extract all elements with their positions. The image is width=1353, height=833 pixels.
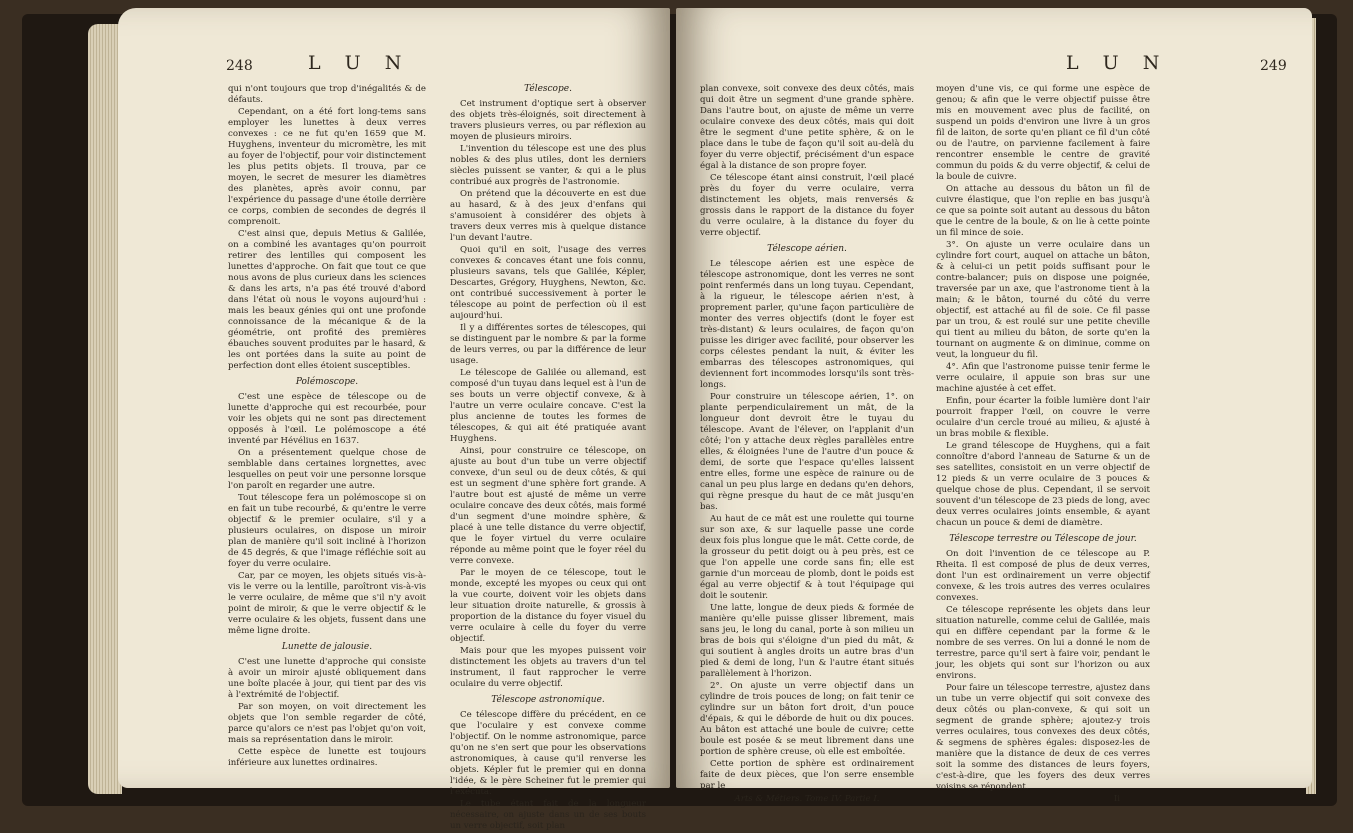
- paragraph: Une latte, longue de deux pieds & formée de manière qu'elle puisse glisser librement, mais sans jeu, le long du canal, porte à son milieu un bras de bois qui s'éloigne d'un pied du mât, & qui soutient à angles droits un autre bras d'un pied & demi de long, l'un & l'autre étant situés parallèlement à l'horizon.: [700, 603, 914, 679]
- paragraph: Le télescope de Galilée ou allemand, est composé d'un tuyau dans lequel est à l'un de ses bouts un verre objectif convexe, & à l'autre un verre oculaire concave. C'est la plus ancienne de toutes les formes de télescopes, & qui ait été pratiquée avant Huyghens.: [450, 368, 646, 444]
- paragraph: Tout télescope fera un polémoscope si on en fait un tube recourbé, & qu'entre le verre objectif & le premier oculaire, s'il y a plusieurs oculaires, on dispose un miroir plan de manière qu'il soit incliné à l'horizon de 45 degrés, & que l'image réfléchie soit au foyer du verre oculaire.: [228, 493, 426, 569]
- paragraph: Enfin, pour écarter la foible lumière dont l'air pourroit frapper l'œil, on couvre le verre oculaire d'un cercle troué au milieu, & ajusté à un bras mobile & flexible.: [936, 396, 1150, 439]
- paragraph: Cependant, on a été fort long-tems sans employer les lunettes à deux verres convexes : ce ne fut qu'en 1659 que M. Huyghens, inventeur du micromètre, les mit au foyer de l'objectif, pour voir distinctement les plus petits objets. Il trouva, par ce moyen, le secret de mesurer les diamètres des planètes, après avoir connu, par l'expérience du passage d'une étoile derrière ce corps, combien de secondes de degrés il comprenoit.: [228, 107, 426, 227]
- section-heading: Lunette de jalousie.: [281, 642, 373, 652]
- page-edges-left: [88, 24, 122, 794]
- paragraph: Le grand télescope de Huyghens, qui a fait connoître d'abord l'anneau de Saturne & un de ses satellites, consistoit en un verre objectif de 12 pieds & un verre oculaire de 3 pouces & quelque chose de plus. Cependant, il se servoit souvent d'un télescope de 23 pieds de long, avec deux verres oculaires joints ensemble, & ayant chacun un pouce & demi de diamètre.: [936, 441, 1150, 528]
- paragraph: Au haut de ce mât est une roulette qui tourne sur son axe, & sur laquelle passe une corde deux fois plus longue que le mât. Cette corde, de la grosseur du petit doigt ou à peu près, est ce que l'on appelle une corde sans fin; elle est garnie d'un morceau de plomb, dont le poids est égal au verre objectif & à tout l'équipage qui doit le soutenir.: [700, 514, 914, 601]
- paragraph: Quoi qu'il en soit, l'usage des verres convexes & concaves étant une fois connu, plusieurs savans, tels que Galilée, Képler, Descartes, Grégory, Huyghens, Newton, &c. ont contribué successivement à porter le télescope au point de perfection où il est aujourd'hui.: [450, 245, 646, 321]
- paragraph: Le tube étant fait de la longueur nécessaire, on ajuste dans un de ses bouts un verre objectif, soit plan: [450, 799, 646, 831]
- paragraph: 4°. Afin que l'astronome puisse tenir ferme le verre oculaire, il appuie son bras sur une machine ajustée à cet effet.: [936, 362, 1150, 394]
- paragraph: moyen d'une vis, ce qui forme une espèce de genou; & afin que le verre objectif puisse être mis en mouvement avec plus de facilité, on suspend un poids d'environ une livre à un gros fil de laiton, de sorte qu'en pliant ce fil d'un côté ou de l'autre, on parvienne facilement à faire rencontrer ensemble le centre de gravité commun du poids & du verre objectif, & celui de la boule de cuivre.: [936, 84, 1150, 182]
- left-page: [118, 8, 670, 831]
- paragraph: 2°. On ajuste un verre objectif dans un cylindre de trois pouces de long; on fait tenir ce cylindre sur un bâton fort droit, d'un pouce d'épais, & qui le déborde de huit ou dix pouces. Au bâton est attaché une boule de cuivre; cette boule est posée & se meut librement dans une portion de sphère creuse, où elle est emboîtée.: [700, 681, 914, 757]
- left-column-1: [228, 84, 426, 770]
- right-page-number: 249: [1260, 58, 1287, 74]
- paragraph: Pour faire un télescope terrestre, ajustez dans un tube un verre objectif qui soit convexe des deux côtés ou plan-convexe, & qui soit un segment de grande sphère; ajoutez-y trois verres oculaires, tous convexes des deux côtés, & segmens de sphères égales: disposez-les de manière que la distance de deux de ces verres soit la somme des distances de leurs foyers, c'est-à-dire, que les foyers des deux verres voisins se répondent.: [936, 683, 1150, 792]
- paragraph: Le télescope aérien est une espèce de télescope astronomique, dont les verres ne sont point renfermés dans un long tuyau. Cependant, à la rigueur, le télescope aérien n'est, à proprement parler, qu'une façon particulière de monter des verres objectifs (dont le foyer est très-distant) & leurs oculaires, de façon qu'on puisse les diriger avec facilité, pour observer les corps célestes pendant la nuit, & éviter les embarras des télescopes astronomiques, qui deviennent fort incommodes lorsqu'ils sont très-longs.: [700, 259, 914, 390]
- paragraph: Ce télescope représente les objets dans leur situation naturelle, comme celui de Galilée, mais qui en diffère cependant par la forme & le nombre de ses verres. On lui a donné le nom de terrestre, parce qu'il sert à faire voir, pendant le jour, les objets qui sont sur l'horizon ou aux environs.: [936, 605, 1150, 681]
- left-running-head: L U N: [308, 52, 411, 74]
- paragraph: Ce télescope diffère du précédent, en ce que l'oculaire y est convexe comme l'objectif. On le nomme astronomique, parce qu'on ne s'en sert que pour les observations astronomiques, à cause qu'il renverse les objets. Képler fut le premier qui en donna l'idée, & le père Scheiner fut le premier qui l'exécuta.: [450, 710, 646, 797]
- section-heading: Télescope aérien.: [767, 244, 847, 254]
- paragraph: Ainsi, pour construire ce télescope, on ajuste au bout d'un tube un verre objectif convexe, d'un seul ou de deux côtés, & qui est un segment d'une sphère fort grande. A l'autre bout est ajusté de même un verre oculaire concave des deux côtés, mais formé d'un segment d'une moindre sphère, & placé à une telle distance du verre objectif, que le foyer virtuel du verre oculaire réponde au même point que le foyer réel du verre convexe.: [450, 446, 646, 566]
- paragraph: On doit l'invention de ce télescope au P. Rheita. Il est composé de plus de deux verres, dont l'un est ordinairement un verre objectif convexe, & les trois autres des verres oculaires convexes.: [936, 549, 1150, 603]
- paragraph: Par le moyen de ce télescope, tout le monde, excepté les myopes ou ceux qui ont la vue courte, doivent voir les objets dans leur situation droite naturelle, & grossis à proportion de la distance du foyer visuel du verre oculaire à celle du foyer du verre objectif.: [450, 568, 646, 644]
- paragraph: Mais pour que les myopes puissent voir distinctement les objets au travers d'un tel instrument, il faut rapprocher le verre oculaire du verre objectif.: [450, 646, 646, 689]
- section-heading: Télescope.: [524, 84, 572, 94]
- paragraph: On attache au dessous du bâton un fil de cuivre élastique, que l'on replie en bas jusqu'à ce que sa pointe soit autant au dessous du bâton que le centre de la boule, & on lie à cette pointe un fil mince de soie.: [936, 184, 1150, 238]
- paragraph: C'est une lunette d'approche qui consiste à avoir un miroir ajusté obliquement dans une boîte placée à jour, qui tient par des vis à l'extrémité de l'objectif.: [228, 657, 426, 700]
- paragraph: L'invention du télescope est une des plus nobles & des plus utiles, dont les derniers siècles puissent se vanter, & qui a le plus contribué aux progrès de l'astronomie.: [450, 144, 646, 187]
- paragraph: 3°. On ajuste un verre oculaire dans un cylindre fort court, auquel on attache un bâton, & à celui-ci un petit poids suffisant pour le contre-balancer; puis on dispose une poignée, traversée par un axe, que l'astronome tient à la main; & le bâton, tourné du côté du verre objectif, est attaché au fil de soie. Ce fil passe par un trou, & est roulé sur une petite cheville qui tient au milieu du bâton, de sorte qu'en la tournant on augmente & on diminue, comme on veut, la longueur du fil.: [936, 240, 1150, 360]
- page-footer: Arts & Métiers. Tome IV. Partie I.: [734, 794, 880, 804]
- section-heading: Télescope astronomique.: [491, 695, 605, 705]
- paragraph: C'est ainsi que, depuis Metius & Galilée, on a combiné les avantages qu'on pourroit retirer des lentilles qui composent les lunettes d'approche. On fait que tout ce que nous avons de plus curieux dans les sciences & dans les arts, n'a pas été trouvé d'abord dans l'état où nous le voyons aujourd'hui : mais les beaux génies qui ont une profonde connoissance de la mécanique & de la géométrie, ont profité des premières ébauches souvent produites par le hasard, & les ont portées dans la suite au point de perfection dont elles étoient susceptibles.: [228, 229, 426, 371]
- paragraph: Par son moyen, on voit directement les objets que l'on semble regarder de côté, parce qu'alors ce n'est pas l'objet qu'on voit, mais sa représentation dans le miroir.: [228, 702, 426, 745]
- paragraph: C'est une espèce de télescope ou de lunette d'approche qui est recourbée, pour voir les objets qui ne sont pas directement opposés à l'œil. Le polémoscope a été inventé par Hévélius en 1637.: [228, 392, 426, 446]
- left-column-2: [450, 84, 646, 833]
- paragraph: plan convexe, soit convexe des deux côtés, mais qui doit être un segment d'une grande sphère. Dans l'autre bout, on ajuste de même un verre oculaire convexe des deux côtés, mais qui doit être le segment d'une petite sphère, & on le place dans le tube de façon qu'il soit au-delà du foyer du verre objectif, précisément d'un espace égal à la distance de son propre foyer.: [700, 84, 914, 171]
- right-column-1: [700, 84, 914, 806]
- paragraph: Pour construire un télescope aérien, 1°. on plante perpendiculairement un mât, de la longueur dont devroit être le tuyau du télescope. Avant de l'élever, on l'applanit d'un côté; l'on y attache deux règles parallèles entre elles, & éloignées l'une de l'autre d'un pouce & demi, de sorte que l'espace qu'elles laissent entre elles, forme une espèce de rainure ou de canal un peu plus large en dedans qu'en dehors, qui règne presque du haut de ce mât jusqu'en bas.: [700, 392, 914, 512]
- signature-mark: Ii: [1113, 794, 1120, 804]
- right-running-head: L U N: [1066, 52, 1169, 74]
- left-page-number: 248: [226, 58, 253, 74]
- paragraph: On a présentement quelque chose de semblable dans certaines lorgnettes, avec lesquelles on peut voir une personne lorsque l'on paroît en regarder une autre.: [228, 448, 426, 491]
- paragraph: Cet instrument d'optique sert à observer des objets très-éloignés, soit directement à travers plusieurs verres, ou par réflexion au moyen de plusieurs miroirs.: [450, 99, 646, 142]
- paragraph: Cette portion de sphère est ordinairement faite de deux pièces, que l'on serre ensemble par le: [700, 759, 914, 791]
- paragraph: Cette espèce de lunette est toujours inférieure aux lunettes ordinaires.: [228, 747, 426, 768]
- section-heading: Polémoscope.: [295, 377, 359, 387]
- right-column-2: [936, 84, 1150, 806]
- paragraph: qui n'ont toujours que trop d'inégalités & de défauts.: [228, 84, 426, 105]
- paragraph: Ce télescope étant ainsi construit, l'œil placé près du foyer du verre oculaire, verra distinctement les objets, mais renversés & grossis dans le rapport de la distance du foyer du verre oculaire, à la distance du foyer du verre objectif.: [700, 173, 914, 238]
- paragraph: On prétend que la découverte en est due au hasard, & à des jeux d'enfans qui s'amusoient à considérer des objets à travers deux verres mis à quelque distance l'un devant l'autre.: [450, 189, 646, 243]
- right-page: [676, 8, 1312, 804]
- section-heading: Télescope terrestre ou Télescope de jour.: [949, 534, 1137, 544]
- paragraph: Car, par ce moyen, les objets situés vis-à-vis le verre ou la lentille, paroîtront vis-à-vis le verre oculaire, de même que s'il n'y avoit point de miroir, & que le verre objectif & le verre oculaire & les objets, fussent dans une même ligne droite.: [228, 571, 426, 636]
- paragraph: Il y a différentes sortes de télescopes, qui se distinguent par le nombre & par la forme de leurs verres, ou par la différence de leur usage.: [450, 323, 646, 366]
